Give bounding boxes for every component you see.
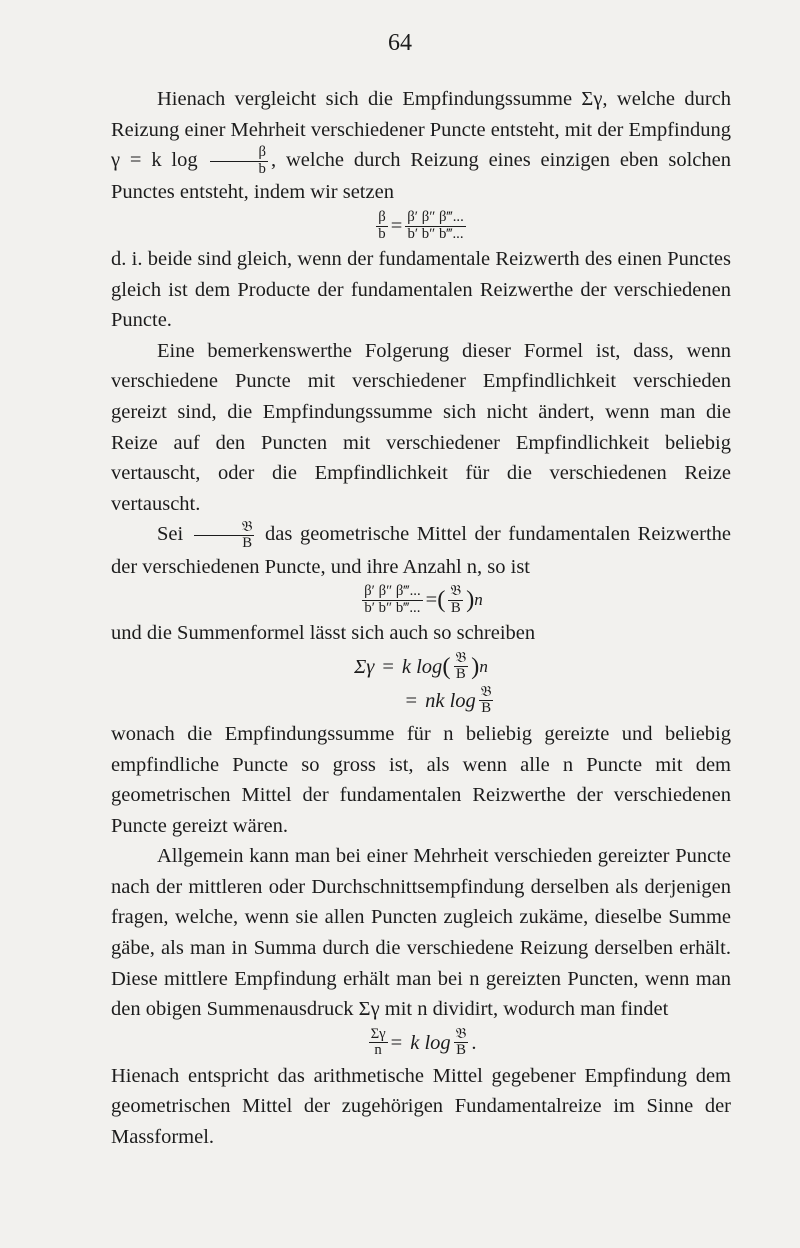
eq2-paren-close: )	[466, 586, 475, 614]
eq4-den: B	[481, 700, 492, 717]
paragraph-7: Allgemein kann man bei einer Mehrheit verschieden gereizter Puncte nach der mittleren oder Durchschnittsempfindung derselben als derjenigen fragen, welche, wenn sie allen Puncten zugleich zukäme, dieselbe Summe gäbe, als man in Summa durch die verschiedene Reizung derselben erhält. Diese mittlere Empfindung erhält man bei n gereizten Puncten, wenn man den obigen Summenausdruck Σγ mit n dividirt, wodurch man findet	[111, 845, 731, 1021]
eq2-exponent: n	[474, 590, 483, 610]
eq2-lhs-den: b′ b″ b‴...	[364, 599, 421, 616]
eq1-rhs-fraction	[405, 210, 465, 242]
eq2-paren-open: (	[437, 586, 446, 614]
paragraph-4-text-a: Sei	[157, 523, 184, 546]
paragraph-4	[111, 519, 731, 582]
eq3-num: 𝔅	[455, 649, 467, 666]
paragraph-1-text-b: , welche durch Reizung eines einzigen eben solchen Punctes entsteht, indem wir setzen	[111, 149, 731, 204]
eq1-rhs-den: b′ b″ b‴...	[407, 225, 464, 242]
equation-5	[111, 1027, 731, 1059]
fraction-denominator: b	[258, 160, 266, 177]
paragraph-5: und die Summenformel lässt sich auch so schreiben	[111, 622, 536, 645]
eq5-lhs-num: Σγ	[370, 1025, 386, 1042]
paragraph-1-text-a: Hienach vergleicht sich die Empfindungssumme Σγ, welche durch Reizung einer Mehrheit verschiedener Puncte entsteht, mit der Empfindung γ = k log	[111, 88, 731, 172]
eq5-period: .	[471, 1031, 477, 1054]
paragraph-4-text-b: das geometrische Mittel der fundamentalen Reizwerthe der verschiedenen Puncte, und ihre Anzahl n, so ist	[111, 523, 732, 578]
eq2-rhs-num: 𝔅	[450, 583, 462, 600]
equation-2	[111, 584, 731, 616]
eq1-lhs-den: b	[378, 225, 386, 242]
eq5-num: 𝔅	[455, 1025, 467, 1042]
paragraph-6: wonach die Empfindungssumme für n beliebig gereizte und beliebig empfindliche Puncte so gross ist, als wenn alle n Puncte mit dem geometrischen Mittel der fundamentalen Reizwerthe der verschiedenen Puncte gereizt wären.	[111, 722, 731, 837]
eq1-equals: =	[390, 214, 403, 237]
fraction-numerator: 𝔅	[194, 520, 255, 537]
paragraph-2: d. i. beide sind gleich, wenn der fundamentale Reizwerth des einen Punctes gleich ist dem Producte der fundamentalen Reizwerthe der verschiedenen Puncte.	[111, 248, 731, 332]
page-number: 64	[388, 30, 412, 56]
eq2-lhs-fraction	[362, 584, 422, 616]
equation-3	[111, 651, 731, 683]
page-body	[111, 84, 731, 1153]
eq5-den: B	[456, 1042, 466, 1059]
eq1-rhs-num: β′ β″ β‴...	[407, 209, 464, 226]
eq5-lhs-fraction	[369, 1027, 388, 1059]
eq5-lhs-den: n	[374, 1042, 382, 1059]
paragraph-3: Eine bemerkenswerthe Folgerung dieser Formel ist, dass, wenn verschiedene Puncte mit verschiedener Empfindlichkeit verschieden gereizt sind, die Empfindungssumme sich nicht ändert, wenn man die Reize auf den Puncten mit verschiedener Empfindlichkeit beliebig vertauscht, oder die Empfindlichkeit für die verschiedenen Reize vertauscht.	[111, 339, 731, 515]
eq3-equals: =	[382, 655, 394, 678]
eq3-den: B	[455, 666, 466, 683]
fraction-mean-ratio	[194, 520, 255, 552]
fraction-denominator: B	[242, 535, 253, 552]
eq1-lhs-fraction	[376, 210, 388, 242]
equation-1	[111, 210, 731, 242]
eq3-paren-open: (	[442, 652, 451, 680]
eq4-num: 𝔅	[480, 683, 492, 700]
eq2-lhs-num: β′ β″ β‴...	[364, 583, 421, 600]
eq5-mid: k log	[410, 1031, 451, 1054]
eq4-fraction	[479, 685, 494, 717]
eq3-paren-close: )	[471, 652, 480, 680]
paragraph-1	[111, 84, 731, 208]
eq2-equals: =	[425, 589, 438, 612]
eq5-fraction	[454, 1027, 469, 1059]
eq4-equals: =	[405, 689, 418, 712]
eq3-lhs: Σγ	[354, 655, 375, 678]
eq5-equals: =	[390, 1031, 403, 1054]
fraction-numerator: β	[210, 145, 268, 162]
eq2-rhs-den: B	[450, 599, 461, 616]
fraction-beta-b	[210, 145, 268, 177]
eq1-lhs-num: β	[378, 209, 386, 226]
paragraph-8: Hienach entspricht das arithmetische Mittel gegebener Empfindung dem geometrischen Mittel der zugehörigen Fundamentalreize im Sinne der Massformel.	[111, 1064, 731, 1149]
eq3-mid: k log	[401, 655, 443, 678]
equation-4	[111, 685, 731, 717]
eq3-exponent: n	[479, 656, 488, 676]
eq3-fraction	[454, 651, 469, 683]
eq2-rhs-fraction	[448, 584, 463, 616]
eq4-mid: nk log	[425, 689, 476, 712]
